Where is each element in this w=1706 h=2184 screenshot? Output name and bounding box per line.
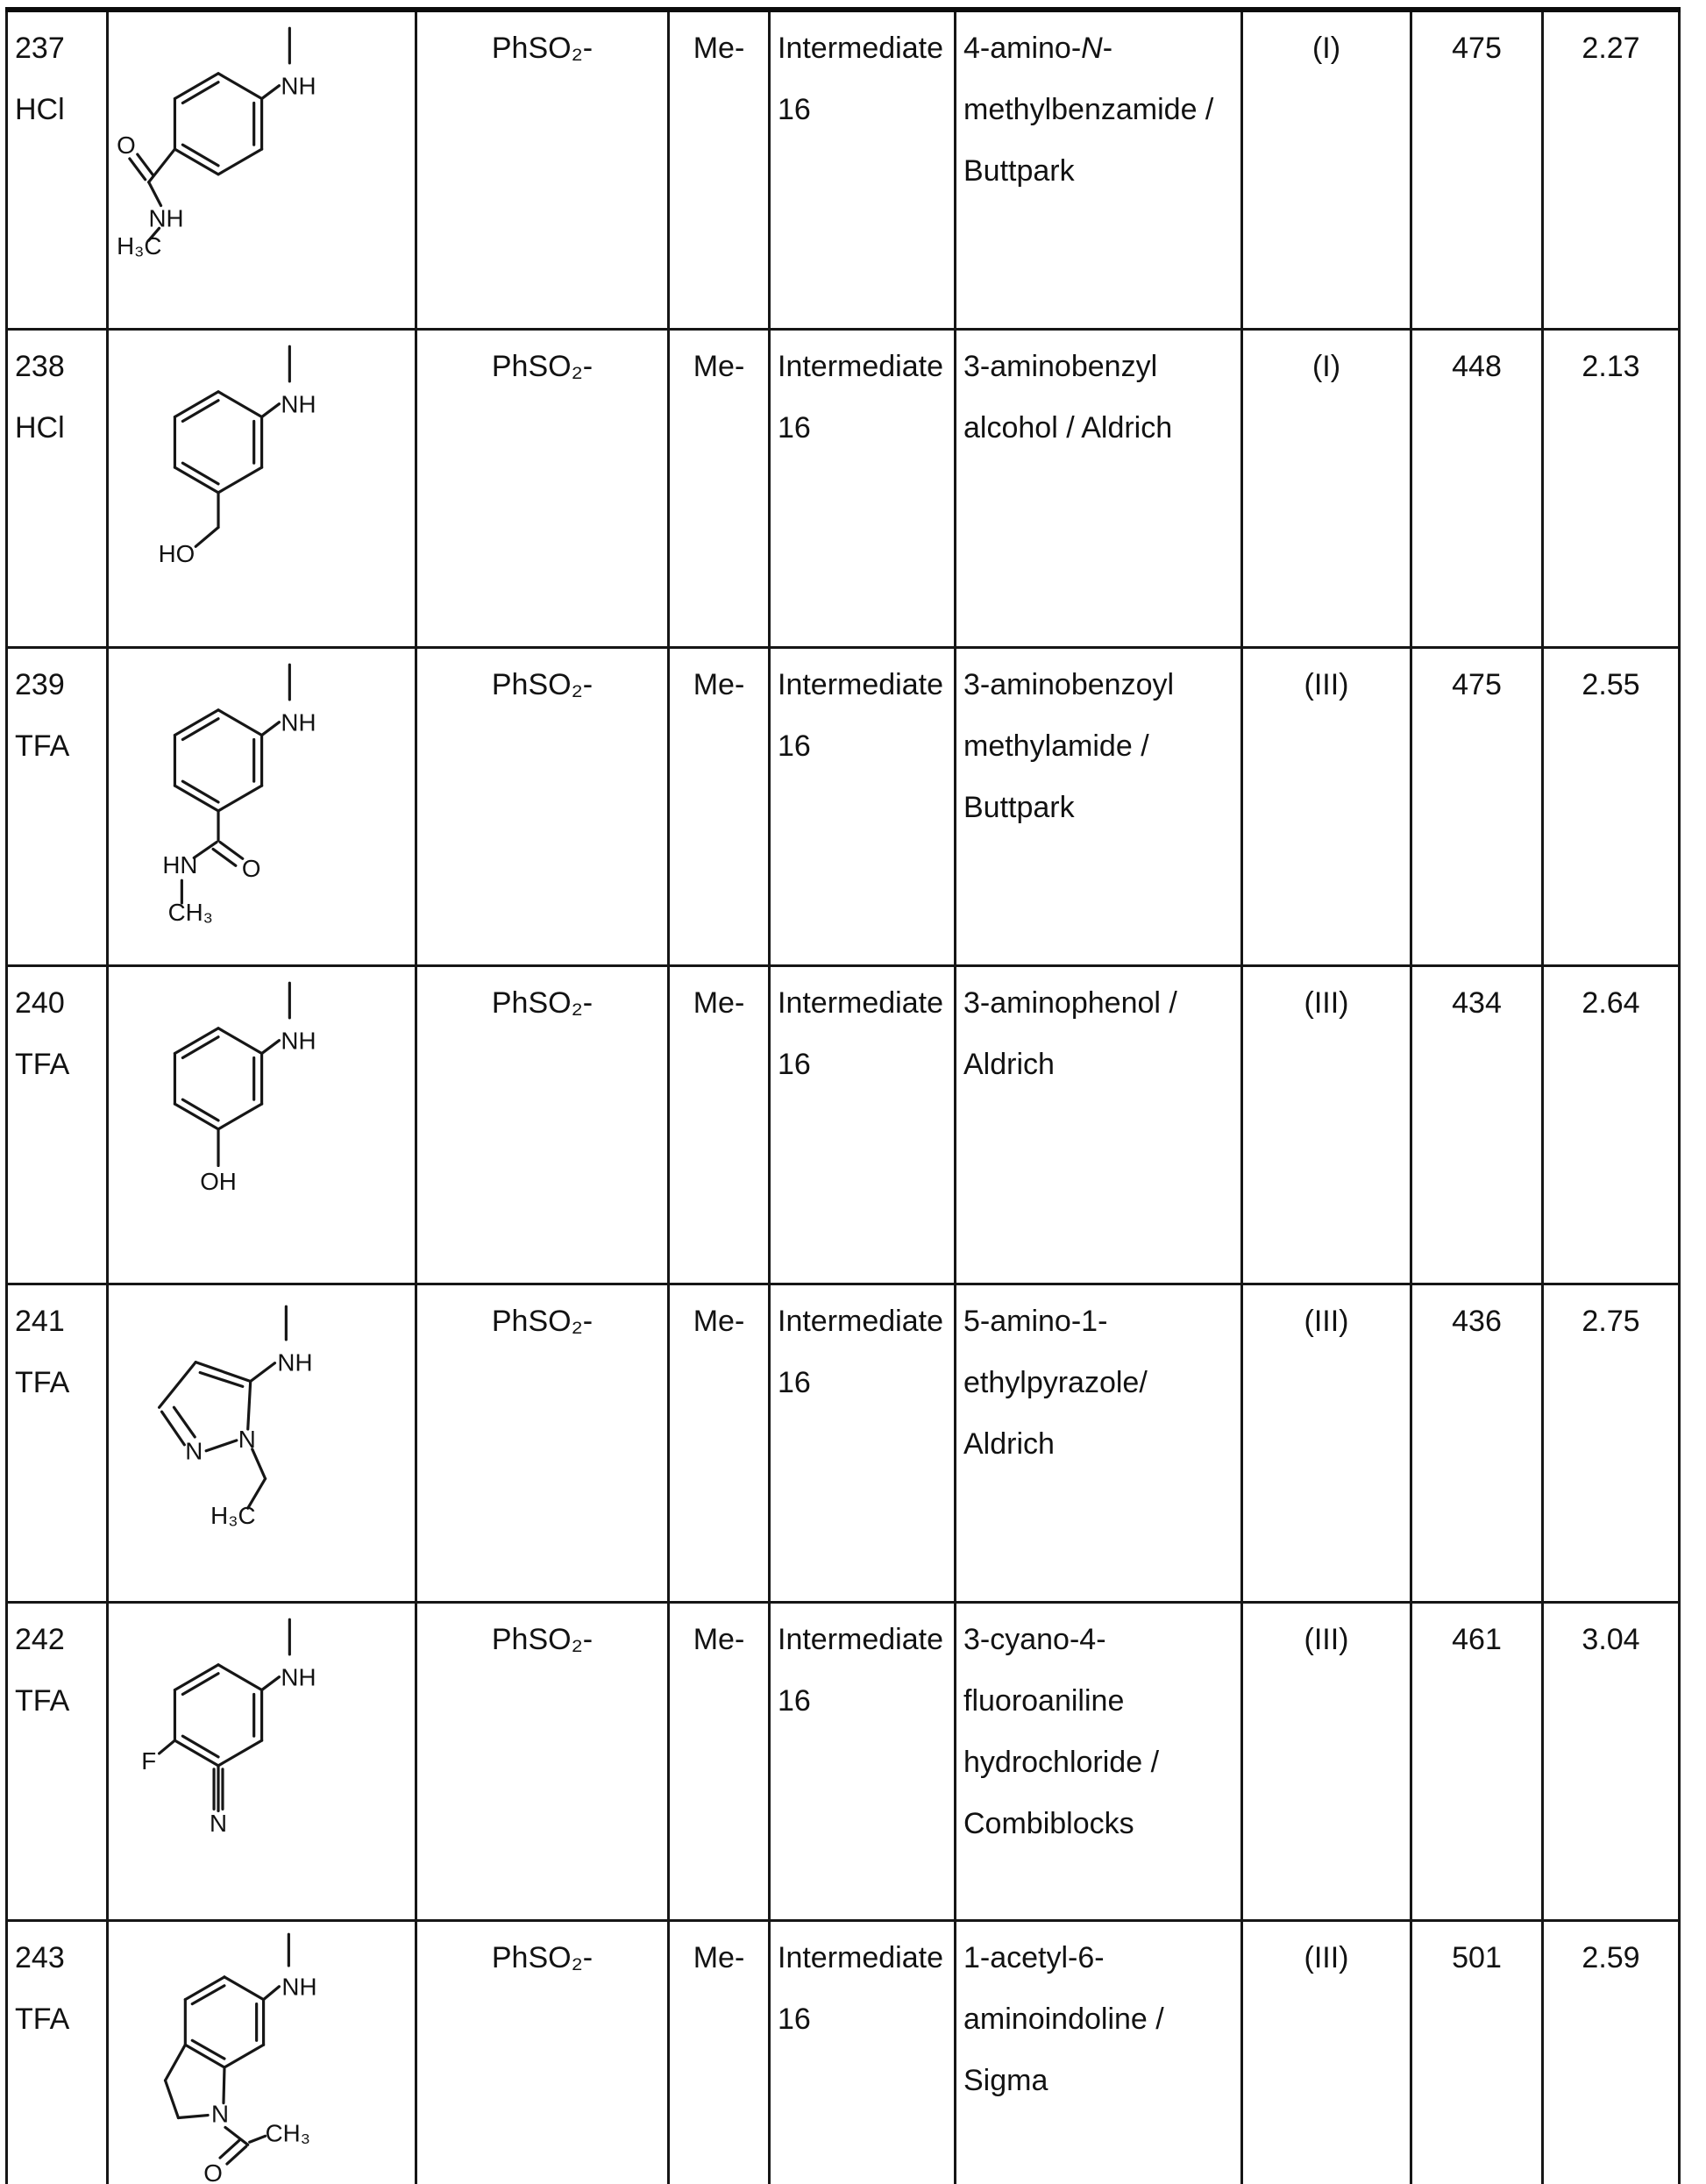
compound-id-cell [7,1603,108,1921]
structure-cell [108,1921,416,2184]
method-cell: (I) [1242,330,1411,648]
method-cell: (III) [1242,1284,1411,1603]
table-row [7,10,1680,330]
amine-name-segment: 3-aminobenzoyl methylamide / Buttpark [963,668,1175,824]
amine-name-segment: 3-aminobenzyl alcohol / Aldrich [963,350,1173,445]
table-row [7,1603,1680,1921]
amine-source-cell [956,330,1242,648]
salt-form: TFA [15,1048,70,1081]
ms-value-cell: 461 [1411,1603,1543,1921]
structure-cell [108,330,416,648]
compound-number: 239 [15,668,65,701]
atom-label: H₃C [210,1502,256,1530]
atom-label: N [210,2100,230,2128]
r2-group-cell: Me- [669,330,770,648]
r2-group-cell: Me- [669,1603,770,1921]
atom-label: NH [281,390,316,418]
salt-form: TFA [15,1366,70,1399]
atom-label: O [117,132,136,160]
compound-id-cell [7,1284,108,1603]
intermediate-cell: Intermediate 16 [770,966,956,1284]
atom-label: H₃C [117,232,162,260]
intermediate-cell: Intermediate 16 [770,648,956,966]
intermediate-cell: Intermediate 16 [770,1284,956,1603]
ms-value-cell: 475 [1411,10,1543,330]
retention-time-cell: 2.55 [1543,648,1680,966]
r2-group-cell: Me- [669,648,770,966]
structure-cell [108,648,416,966]
atom-label: N [209,1810,228,1838]
table-row [7,1284,1680,1603]
atom-label: HN [162,851,198,879]
retention-time-cell: 2.27 [1543,10,1680,330]
chemical-structure-drawing-243 [116,1931,324,2184]
structure-cell [108,10,416,330]
chemical-structure-drawing-237 [116,21,324,291]
r1-group-cell: PhSO₂- [416,1284,669,1603]
amine-source-cell [956,1284,1242,1603]
atom-label: N [185,1437,203,1465]
ms-value-cell: 475 [1411,648,1543,966]
chemical-structure-drawing-240 [116,976,324,1246]
atom-label: NH [277,1348,313,1377]
atom-label: NH [281,1027,316,1055]
table-row [7,966,1680,1284]
r1-group-cell: PhSO₂- [416,330,669,648]
retention-time-cell: 2.59 [1543,1921,1680,2184]
r1-group-cell: PhSO₂- [416,1603,669,1921]
atom-label: O [203,2159,223,2184]
compound-number: 243 [15,1941,65,1974]
atom-label: HO [158,540,195,568]
compound-table [5,7,1681,2184]
ms-value-cell: 448 [1411,330,1543,648]
structure-cell [108,966,416,1284]
method-cell: (III) [1242,648,1411,966]
r2-group-cell: Me- [669,10,770,330]
amine-name-segment: 3-aminophenol / Aldrich [963,986,1177,1081]
method-cell: (III) [1242,966,1411,1284]
compound-number: 241 [15,1305,65,1338]
ms-value-cell: 436 [1411,1284,1543,1603]
compound-id-cell [7,1921,108,2184]
chemical-structure-drawing-242 [116,1612,324,1882]
structure-cell [108,1284,416,1603]
retention-time-cell: 2.64 [1543,966,1680,1284]
amine-name-segment: -methylbenzamide / Buttpark [963,32,1214,188]
atom-label: NH [148,204,184,232]
amine-source-cell [956,1603,1242,1921]
intermediate-cell: Intermediate 16 [770,1921,956,2184]
structure-cell [108,1603,416,1921]
r1-group-cell: PhSO₂- [416,10,669,330]
intermediate-cell: Intermediate 16 [770,330,956,648]
amine-source-cell [956,966,1242,1284]
salt-form: TFA [15,1684,70,1718]
method-cell: (I) [1242,10,1411,330]
compound-id-cell [7,648,108,966]
atom-label: O [241,855,261,883]
retention-time-cell: 2.13 [1543,330,1680,648]
compound-id-cell [7,10,108,330]
atom-label: F [141,1746,157,1775]
amine-name-segment: 1-acetyl-6-aminoindoline / Sigma [963,1941,1164,2097]
atom-label: OH [200,1168,237,1196]
compound-number: 242 [15,1623,65,1656]
salt-form: TFA [15,729,70,763]
intermediate-cell: Intermediate 16 [770,10,956,330]
atom-label: N [238,1425,256,1453]
amine-source-cell [956,648,1242,966]
compound-number: 237 [15,32,65,65]
compound-id-cell [7,330,108,648]
salt-form: HCl [15,93,65,126]
amine-name-segment: 5-amino-1-ethylpyrazole/ Aldrich [963,1305,1148,1461]
atom-label: CH₃ [167,898,213,926]
table-row [7,330,1680,648]
r1-group-cell: PhSO₂- [416,966,669,1284]
atom-label: NH [281,1663,316,1691]
ms-value-cell: 434 [1411,966,1543,1284]
method-cell: (III) [1242,1603,1411,1921]
compound-table-body [7,10,1680,2184]
ms-value-cell: 501 [1411,1921,1543,2184]
compound-number: 240 [15,986,65,1020]
atom-label: NH [281,72,316,100]
salt-form: HCl [15,411,65,445]
atom-label: NH [281,1973,317,2001]
compound-id-cell [7,966,108,1284]
retention-time-cell: 3.04 [1543,1603,1680,1921]
table-row [7,1921,1680,2184]
amine-name-segment: 4-amino- [963,32,1082,65]
retention-time-cell: 2.75 [1543,1284,1680,1603]
method-cell: (III) [1242,1921,1411,2184]
chemical-structure-drawing-241 [116,1294,324,1564]
r2-group-cell: Me- [669,1921,770,2184]
atom-label: CH₃ [265,2119,311,2147]
amine-name-segment: 3-cyano-4-fluoroaniline hydrochloride / Combiblocks [963,1623,1160,1840]
table-row [7,648,1680,966]
amine-source-cell [956,1921,1242,2184]
chemical-structure-drawing-238 [116,339,324,609]
atom-label: NH [281,708,316,736]
r2-group-cell: Me- [669,966,770,1284]
r1-group-cell: PhSO₂- [416,648,669,966]
salt-form: TFA [15,2003,70,2036]
intermediate-cell: Intermediate 16 [770,1603,956,1921]
amine-name-italic-segment: N [1081,32,1103,65]
amine-source-cell [956,10,1242,330]
chemical-structure-drawing-239 [116,658,324,928]
r1-group-cell: PhSO₂- [416,1921,669,2184]
r2-group-cell: Me- [669,1284,770,1603]
compound-number: 238 [15,350,65,383]
